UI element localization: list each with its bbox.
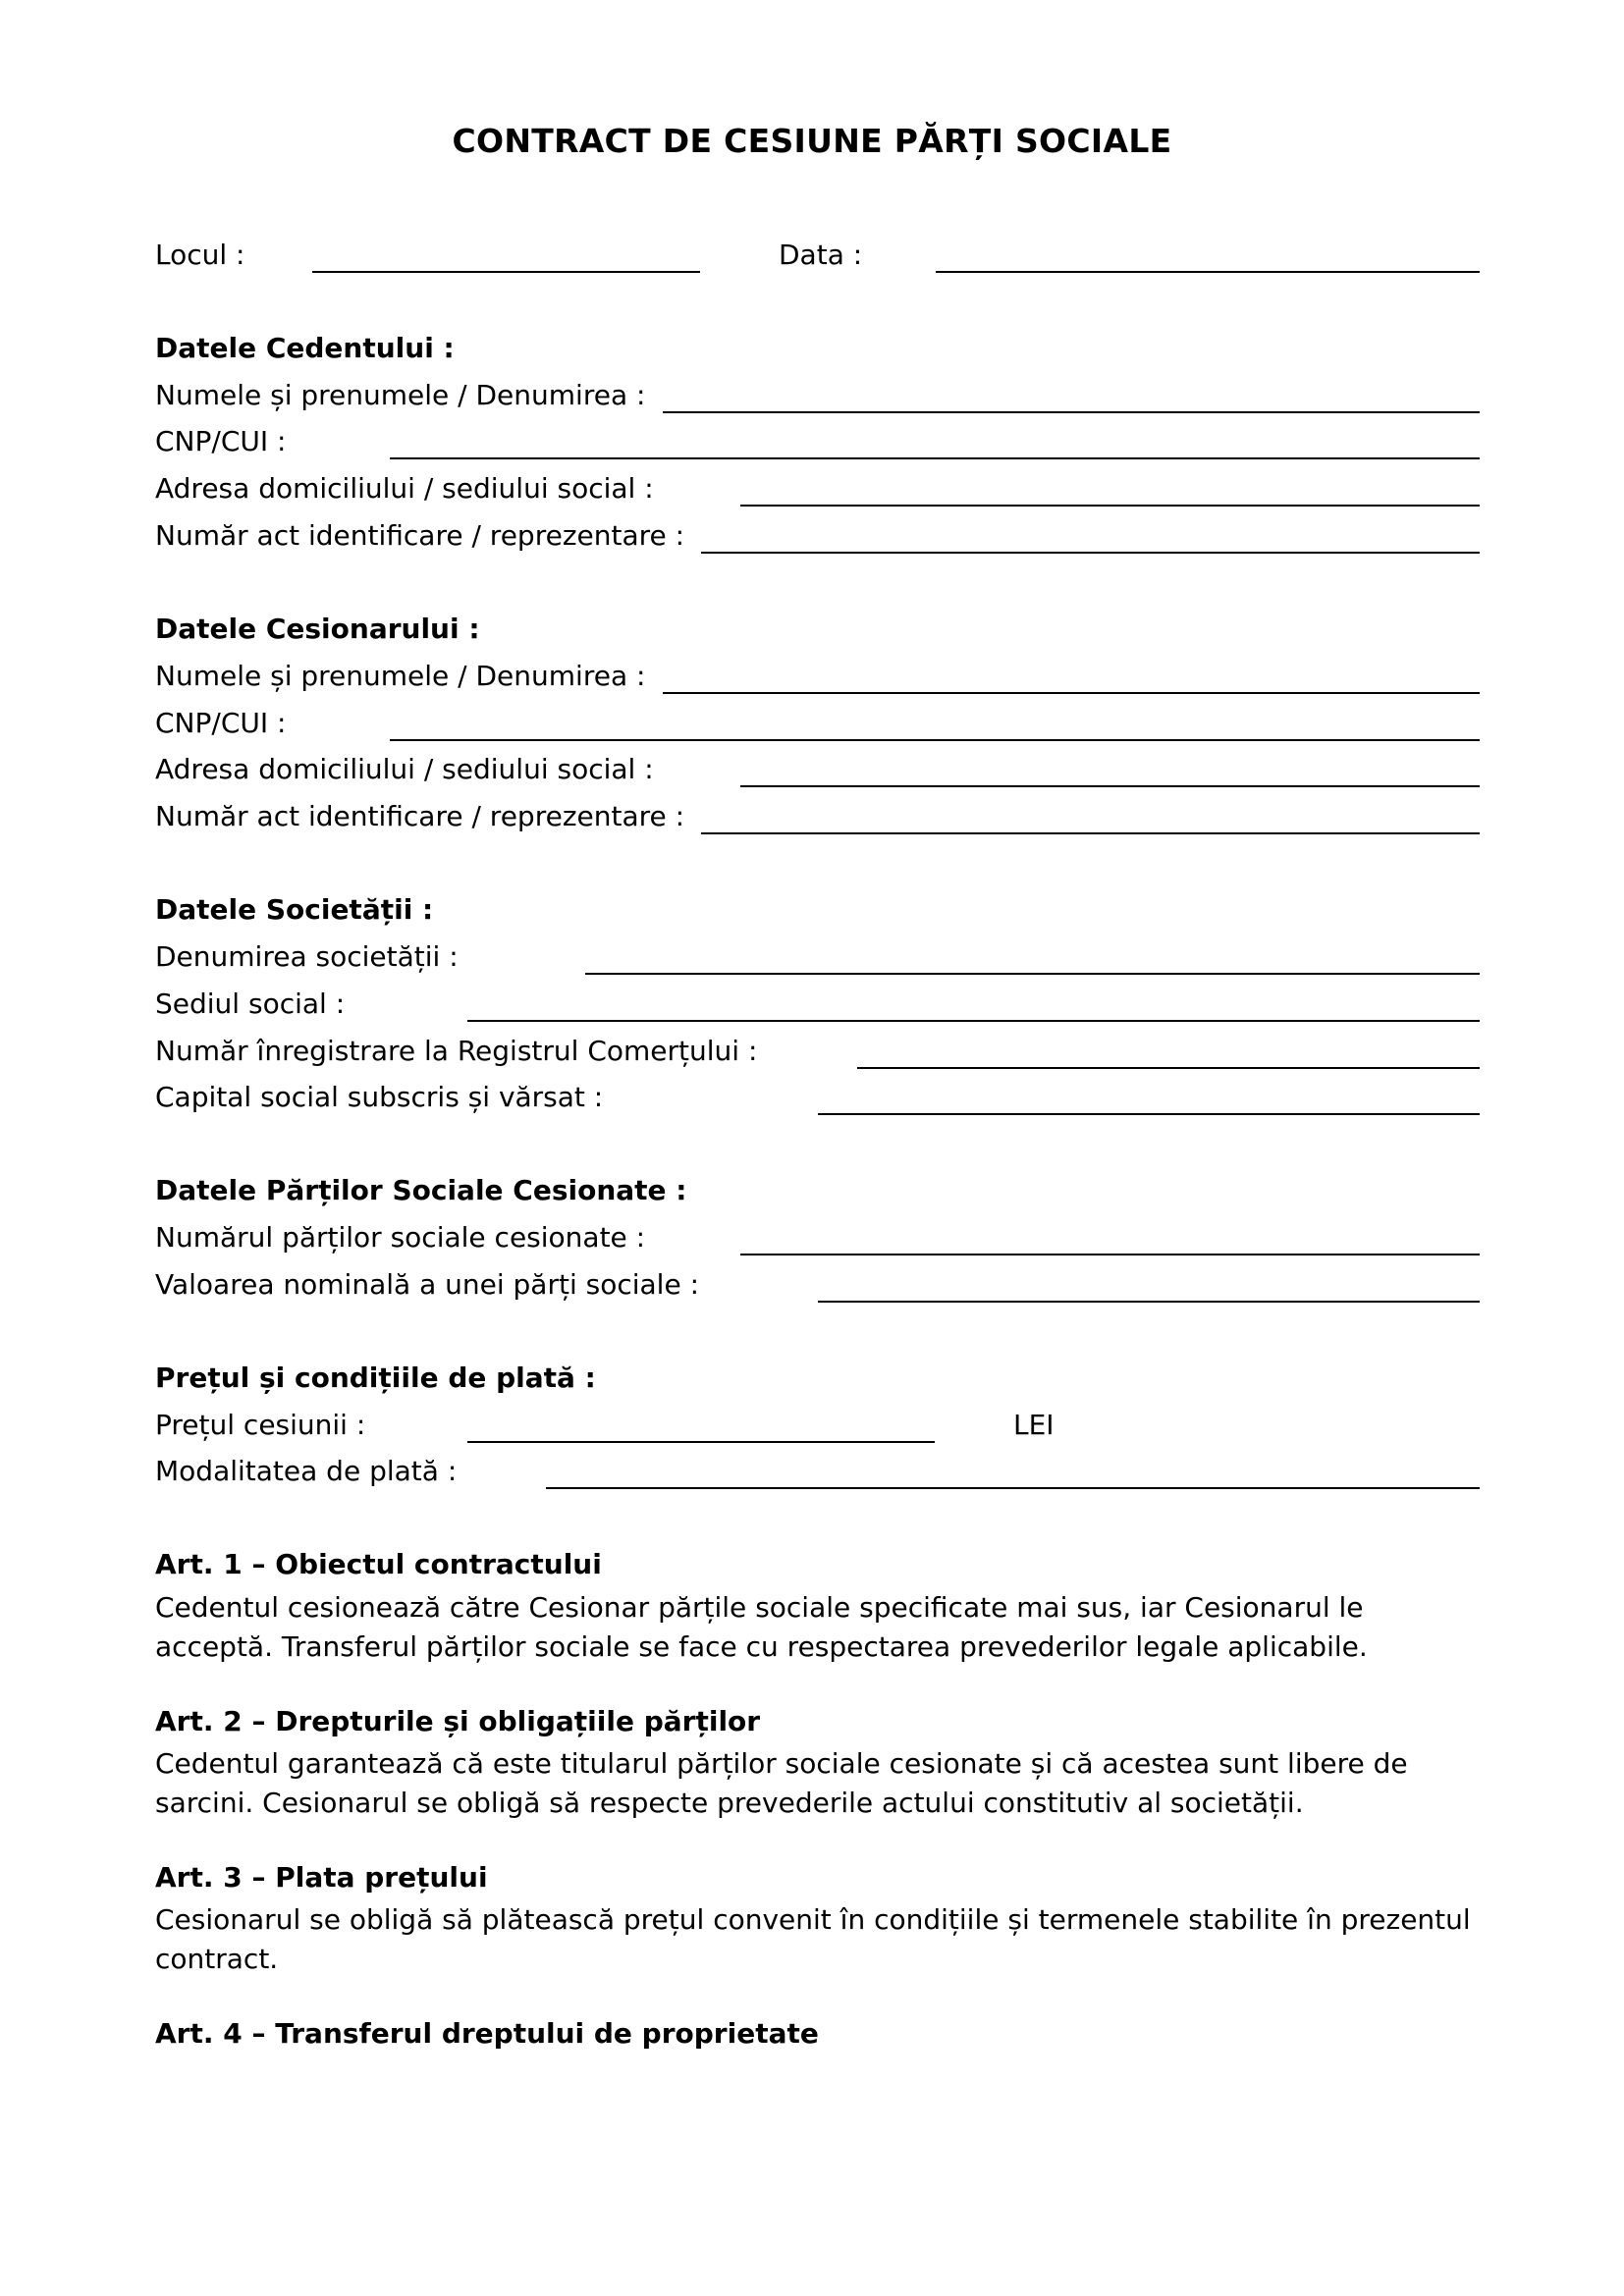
shares-nominal-label: Valoarea nominală a unei părți sociale : bbox=[155, 1268, 700, 1301]
article-1-heading: Art. 1 – Obiectul contractului bbox=[155, 1548, 602, 1580]
cedent-heading: Datele Cedentului : bbox=[155, 332, 455, 364]
article-2-heading: Art. 2 – Drepturile și obligațiile părților bbox=[155, 1705, 761, 1737]
company-capital-field[interactable] bbox=[818, 1113, 1480, 1115]
article-2-body bbox=[155, 1744, 1490, 1823]
company-name-field[interactable] bbox=[585, 973, 1480, 975]
article-1-line-1: Cedentul cesionează către Cesionar părțile sociale specificate mai sus, iar Cesionarul le bbox=[155, 1591, 1364, 1624]
cesionar-name-label: Numele și prenumele / Denumirea : bbox=[155, 660, 646, 692]
article-1-line-2: acceptă. Transferul părților sociale se face cu respectarea prevederilor legale aplicabile. bbox=[155, 1630, 1368, 1663]
cedent-cnp-label: CNP/CUI : bbox=[155, 425, 287, 457]
company-capital-label: Capital social subscris și vărsat : bbox=[155, 1081, 604, 1113]
date-field[interactable] bbox=[936, 271, 1480, 273]
cedent-address-field[interactable] bbox=[740, 505, 1480, 507]
cesionar-name-field[interactable] bbox=[663, 692, 1480, 694]
cesionar-address-field[interactable] bbox=[740, 785, 1480, 787]
cesionar-address-label: Adresa domiciliului / sediului social : bbox=[155, 753, 654, 785]
price-heading: Prețul și condițiile de plată : bbox=[155, 1362, 596, 1394]
cedent-id-label: Număr act identificare / reprezentare : bbox=[155, 519, 685, 552]
article-3-body bbox=[155, 1900, 1490, 1979]
company-seat-field[interactable] bbox=[467, 1020, 1480, 1022]
payment-method-field[interactable] bbox=[546, 1487, 1480, 1489]
article-3-line-2: contract. bbox=[155, 1943, 279, 1975]
cesionar-id-field[interactable] bbox=[701, 832, 1480, 834]
cesionar-heading: Datele Cesionarului : bbox=[155, 613, 480, 645]
shares-count-label: Numărul părților sociale cesionate : bbox=[155, 1221, 646, 1254]
cedent-name-field[interactable] bbox=[663, 411, 1480, 413]
shares-heading: Datele Părților Sociale Cesionate : bbox=[155, 1174, 687, 1206]
article-3-line-1: Cesionarul se obligă să plătească prețul convenit în condițiile și termenele stabilite în prezentul bbox=[155, 1903, 1471, 1936]
price-label: Prețul cesiunii : bbox=[155, 1409, 366, 1441]
cedent-cnp-field[interactable] bbox=[390, 457, 1480, 459]
cedent-id-field[interactable] bbox=[701, 552, 1480, 554]
currency-label: LEI bbox=[1013, 1409, 1055, 1441]
shares-count-field[interactable] bbox=[740, 1254, 1480, 1255]
cesionar-cnp-label: CNP/CUI : bbox=[155, 707, 287, 739]
article-4-heading: Art. 4 – Transferul dreptului de proprietate bbox=[155, 2017, 819, 2050]
article-3-heading: Art. 3 – Plata prețului bbox=[155, 1861, 488, 1894]
company-seat-label: Sediul social : bbox=[155, 988, 346, 1020]
article-1-body bbox=[155, 1588, 1490, 1667]
article-2-line-1: Cedentul garantează că este titularul părților sociale cesionate și că acestea sunt libere de bbox=[155, 1747, 1408, 1780]
document-title: CONTRACT DE CESIUNE PĂRȚI SOCIALE bbox=[452, 122, 1172, 160]
shares-nominal-field[interactable] bbox=[818, 1301, 1480, 1303]
company-heading: Datele Societății : bbox=[155, 893, 434, 926]
date-label: Data : bbox=[779, 239, 863, 271]
place-label: Locul : bbox=[155, 239, 245, 271]
place-field[interactable] bbox=[312, 271, 700, 273]
cedent-name-label: Numele și prenumele / Denumirea : bbox=[155, 379, 646, 411]
cedent-address-label: Adresa domiciliului / sediului social : bbox=[155, 472, 654, 505]
cesionar-cnp-field[interactable] bbox=[390, 739, 1480, 741]
cesionar-id-label: Număr act identificare / reprezentare : bbox=[155, 800, 685, 832]
article-2-line-2: sarcini. Cesionarul se obligă să respecte prevederile actului constitutiv al societății. bbox=[155, 1787, 1304, 1819]
company-registry-label: Număr înregistrare la Registrul Comerțului : bbox=[155, 1035, 758, 1067]
company-name-label: Denumirea societății : bbox=[155, 940, 459, 973]
company-registry-field[interactable] bbox=[857, 1067, 1480, 1069]
price-field[interactable] bbox=[467, 1441, 935, 1443]
payment-method-label: Modalitatea de plată : bbox=[155, 1455, 458, 1487]
